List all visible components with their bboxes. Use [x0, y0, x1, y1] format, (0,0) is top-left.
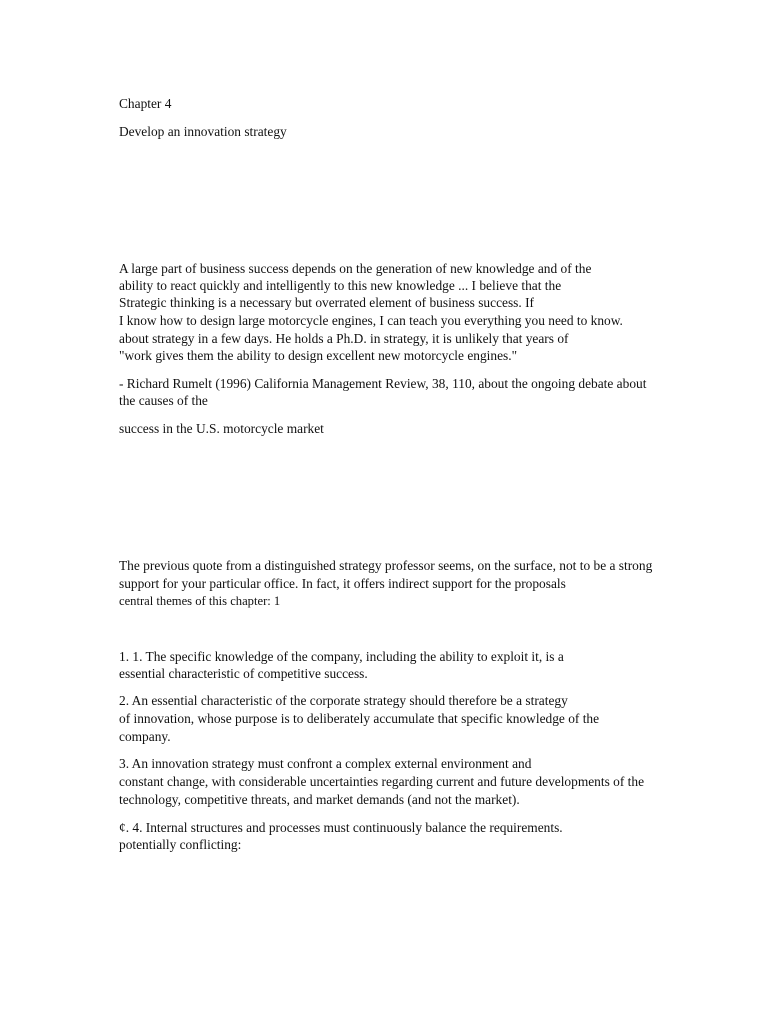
point-2-line: company.: [119, 729, 171, 744]
quote-line: "work gives them the ability to design excellent new motorcycle engines.": [119, 348, 518, 363]
intro-line: central themes of this chapter: 1: [119, 594, 281, 608]
intro-line: support for your particular office. In fact, it offers indirect support for the proposals: [119, 576, 566, 591]
quote-line: I know how to design large motorcycle engines, I can teach you everything you need to know.: [119, 313, 623, 328]
point-3-line: 3. An innovation strategy must confront a complex external environment and: [119, 756, 532, 771]
attribution-line: the causes of the: [119, 393, 208, 408]
intro-line: The previous quote from a distinguished strategy professor seems, on the surface, not to be a strong: [119, 558, 653, 573]
chapter-label: Chapter 4: [119, 96, 172, 111]
quote-line: A large part of business success depends on the generation of new knowledge and of the: [119, 261, 592, 276]
point-1-line: essential characteristic of competitive success.: [119, 666, 368, 681]
point-3-line: constant change, with considerable uncertainties regarding current and future developments of the: [119, 774, 645, 789]
point-2-line: of innovation, whose purpose is to deliberately accumulate that specific knowledge of the: [119, 711, 600, 726]
point-3-line: technology, competitive threats, and market demands (and not the market).: [119, 792, 520, 807]
quote-line: ability to react quickly and intelligently to this new knowledge ... I believe that the: [119, 278, 562, 293]
point-1-line: 1. 1. The specific knowledge of the company, including the ability to exploit it, is a: [119, 649, 564, 664]
quote-line: about strategy in a few days. He holds a Ph.D. in strategy, it is unlikely that years of: [119, 331, 569, 346]
point-4-line: ¢. 4. Internal structures and processes must continuously balance the requirements.: [119, 820, 563, 835]
point-4-line: potentially conflicting:: [119, 837, 242, 852]
quote-line: Strategic thinking is a necessary but overrated element of business success. If: [119, 295, 534, 310]
chapter-title: Develop an innovation strategy: [119, 124, 287, 139]
point-2-line: 2. An essential characteristic of the corporate strategy should therefore be a strategy: [119, 693, 568, 708]
attribution-line: - Richard Rumelt (1996) California Management Review, 38, 110, about the ongoing debate about: [119, 376, 647, 391]
attribution-line: success in the U.S. motorcycle market: [119, 421, 324, 436]
